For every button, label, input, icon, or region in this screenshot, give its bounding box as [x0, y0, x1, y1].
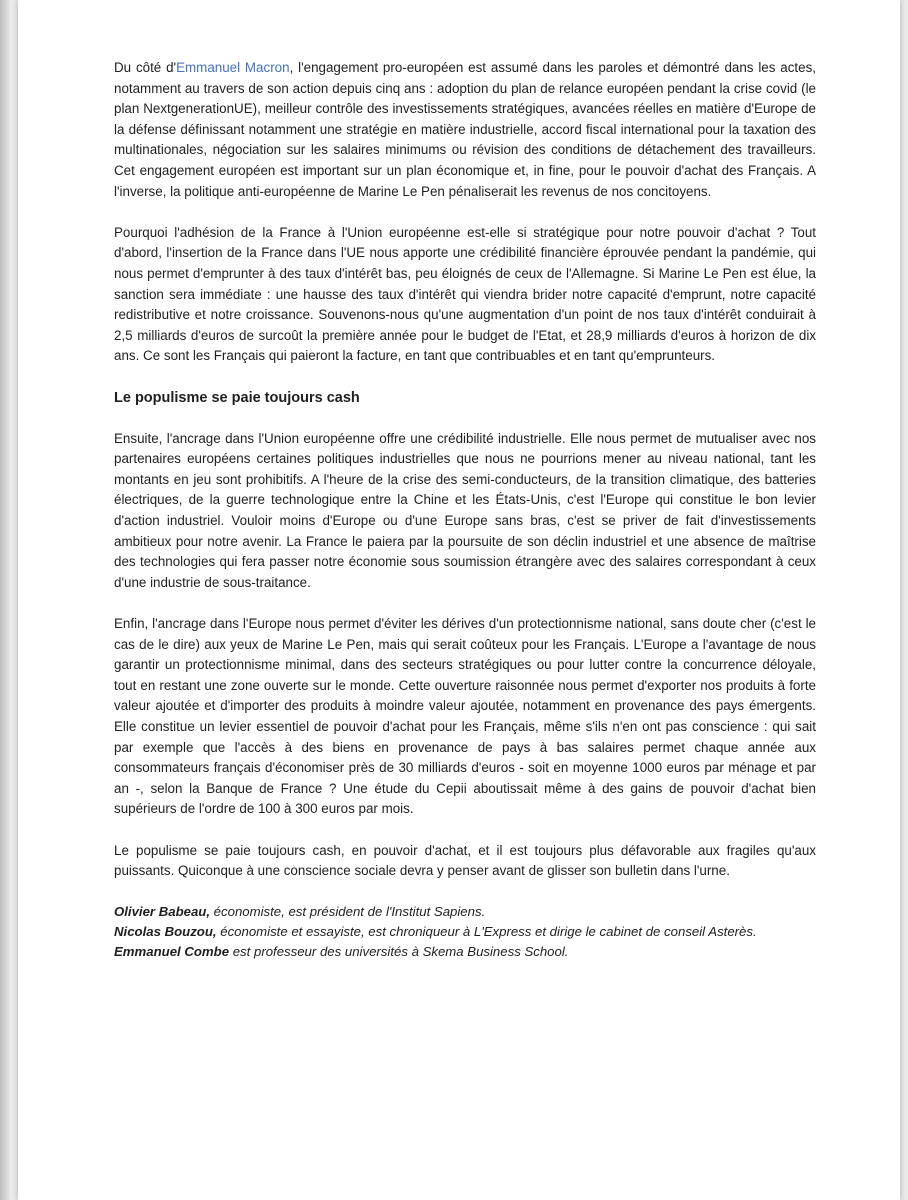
paragraph-conclusion: Le populisme se paie toujours cash, en pouvoir d'achat, et il est toujours plus défavorable aux fragiles qu'aux puissants. Quiconque à une conscience sociale devra y penser avant de glisser son bulletin dans l'urne. — [114, 842, 816, 879]
author-name: Nicolas Bouzou, — [114, 924, 217, 940]
author-description: économiste et essayiste, est chroniqueur à L'Express et dirige le cabinet de conseil Asterès. — [216, 924, 757, 940]
paragraph-financial-credibility: Pourquoi l'adhésion de la France à l'Union européenne est-elle si stratégique pour notre pouvoir d'achat ? Tout d'abord, l'insertion de la France dans l'UE nous apporte une crédibilité financière éprouvée pendant la pandémie, qui nous permet d'emprunter à des taux d'intérêt bas, peu éloignés de ceux de l'Allemagne. Si Marine Le Pen est élue, la sanction sera immédiate : une hausse des taux d'intérêt qui viendra brider notre capacité d'emprunt, notre capacité redistributive et notre croissance. Souvenons-nous qu'une augmentation d'un point de nos taux d'intérêt conduirait à 2,5 milliards d'euros de surcoût la première année pour le budget de l'Etat, et 28,9 milliards d'euros à horizon de dix ans. Ce sont les Français qui paieront la facture, en tant que contribuables et en tant qu'emprunteurs. — [114, 224, 816, 364]
section-heading: Le populisme se paie toujours cash — [114, 389, 360, 406]
article-body — [114, 58, 816, 962]
author-description: économiste, est président de l'Institut Sapiens. — [210, 904, 486, 920]
paragraph-intro — [114, 58, 816, 202]
author-credits — [114, 902, 816, 962]
author-line — [114, 922, 816, 942]
paragraph-industrial-credibility: Ensuite, l'ancrage dans l'Union européenne offre une crédibilité industrielle. Elle nous permet de mutualiser avec nos partenaires européens certaines politiques industrielles que nous ne pourrions mener au niveau national, tant les montants en jeu sont prohibitifs. A l'heure de la crise des semi-conducteurs, de la transition climatique, des batteries électriques, de la guerre technologique entre la Chine et les États-Unis, c'est l'Europe qui constitue le bon levier d'action industriel. Vouloir moins d'Europe ou d'une Europe sans bras, c'est se priver de fait d'investissements ambitieux pour notre avenir. La France le paiera par la poursuite de son déclin industriel et une absence de maîtrise des technologies qui fera passer notre économie sous soumission étrangère avec des salaires correspondant à ceux d'une industrie de sous-traitance. — [114, 430, 816, 590]
document-page[interactable] — [18, 0, 900, 1200]
author-name: Emmanuel Combe — [114, 944, 230, 960]
author-line — [114, 902, 816, 922]
paragraph-intro-after: , l'engagement pro-européen est assumé dans les paroles et démontré dans les actes, notamment au travers de son action depuis cinq ans : adoption du plan de relance européen pendant la crise covid (le plan NextgenerationUE), meilleur contrôle des investissements stratégiques, avancées réelles en matière d'Europe de la défense définissant notamment une stratégie en matière industrielle, accord fiscal international pour la taxation des multinationales, négociation sur les salaires minimums ou révision des conditions de détachement des travailleurs. Cet engagement européen est important sur un plan économique et, in fine, pour le pouvoir d'achat des Français. A l'inverse, la politique anti-européenne de Marine Le Pen pénaliserait les revenus de nos concitoyens. — [114, 60, 816, 199]
author-line — [114, 942, 816, 962]
author-description: est professeur des universités à Skema Business School. — [229, 944, 569, 960]
author-name: Olivier Babeau, — [114, 904, 211, 920]
page-edge-shadow — [0, 0, 10, 1200]
emmanuel-macron-link[interactable]: Emmanuel Macron — [176, 60, 290, 75]
paragraph-protectionism: Enfin, l'ancrage dans l'Europe nous permet d'éviter les dérives d'un protectionnisme national, sans doute cher (c'est le cas de le dire) aux yeux de Marine Le Pen, mais qui serait coûteux pour les Français. L'Europe a l'avantage de nous garantir un protectionnisme minimal, dans des secteurs stratégiques ou pour lutter contre la concurrence déloyale, tout en restant une zone ouverte sur le monde. Cette ouverture raisonnée nous permet d'exporter nos produits à forte valeur ajoutée et d'importer des produits à moindre valeur ajoutée, notamment en provenance des pays émergents. Elle constitue un levier essentiel de pouvoir d'achat pour les Français, même s'ils n'en ont pas conscience : qui sait par exemple que l'accès à des biens en provenance de pays à bas salaires permet chaque année aux consommateurs français d'économiser près de 30 milliards d'euros - soit en moyenne 1000 euros par ménage et par an -, selon la Banque de France ? Une étude du Cepii aboutissait même à des gains de pouvoir d'achat bien supérieurs de l'ordre de 100 à 300 euros par mois. — [114, 616, 816, 817]
paragraph-intro-before: Du côté d' — [114, 60, 177, 75]
